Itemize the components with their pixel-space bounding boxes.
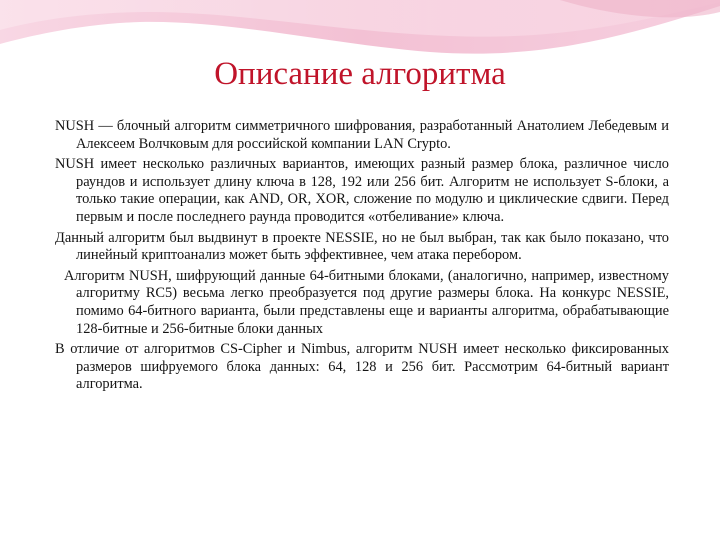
- paragraph-5: В отличие от алгоритмов CS-Cipher и Nimbus, алгоритм NUSH имеет несколько фиксированных размеров шифруемого блока данных: 64, 128 и 256 бит. Рассмотрим 64-битный вариант алгоритма.: [55, 341, 669, 393]
- paragraph-1: NUSH — блочный алгоритм симметричного шифрования, разработанный Анатолием Лебедевым и Алексеем Волчковым для российской компании LAN Crypto.: [55, 118, 669, 152]
- paragraph-4: Алгоритм NUSH, шифрующий данные 64-битными блоками, (аналогично, например, известному алгоритму RC5) весьма легко преобразуется под другие размеры блока. На конкурс NESSIE, помимо 64-битного варианта, были представлены еще и варианты алгоритма, обрабатывающие 128-битные и 256-битные блоки данных: [64, 267, 669, 337]
- slide-title: Описание алгоритма: [214, 56, 506, 92]
- paragraph-2: NUSH имеет несколько различных вариантов, имеющих разный размер блока, различное число раундов и использует длину ключа в 128, 192 или 256 бит. Алгоритм не использует S-блоки, а только такие операции, как AND, OR, XOR, сложение по модулю и циклические сдвиги. Перед первым и после последнего раунда проводится «отбеливание» ключа.: [55, 156, 669, 225]
- paragraph-3: Данный алгоритм был выдвинут в проекте NESSIE, но не был выбран, так как было показано, что линейный криптоанализ может быть эффективнее, чем атака перебором.: [55, 229, 669, 264]
- slide-body: [55, 118, 669, 397]
